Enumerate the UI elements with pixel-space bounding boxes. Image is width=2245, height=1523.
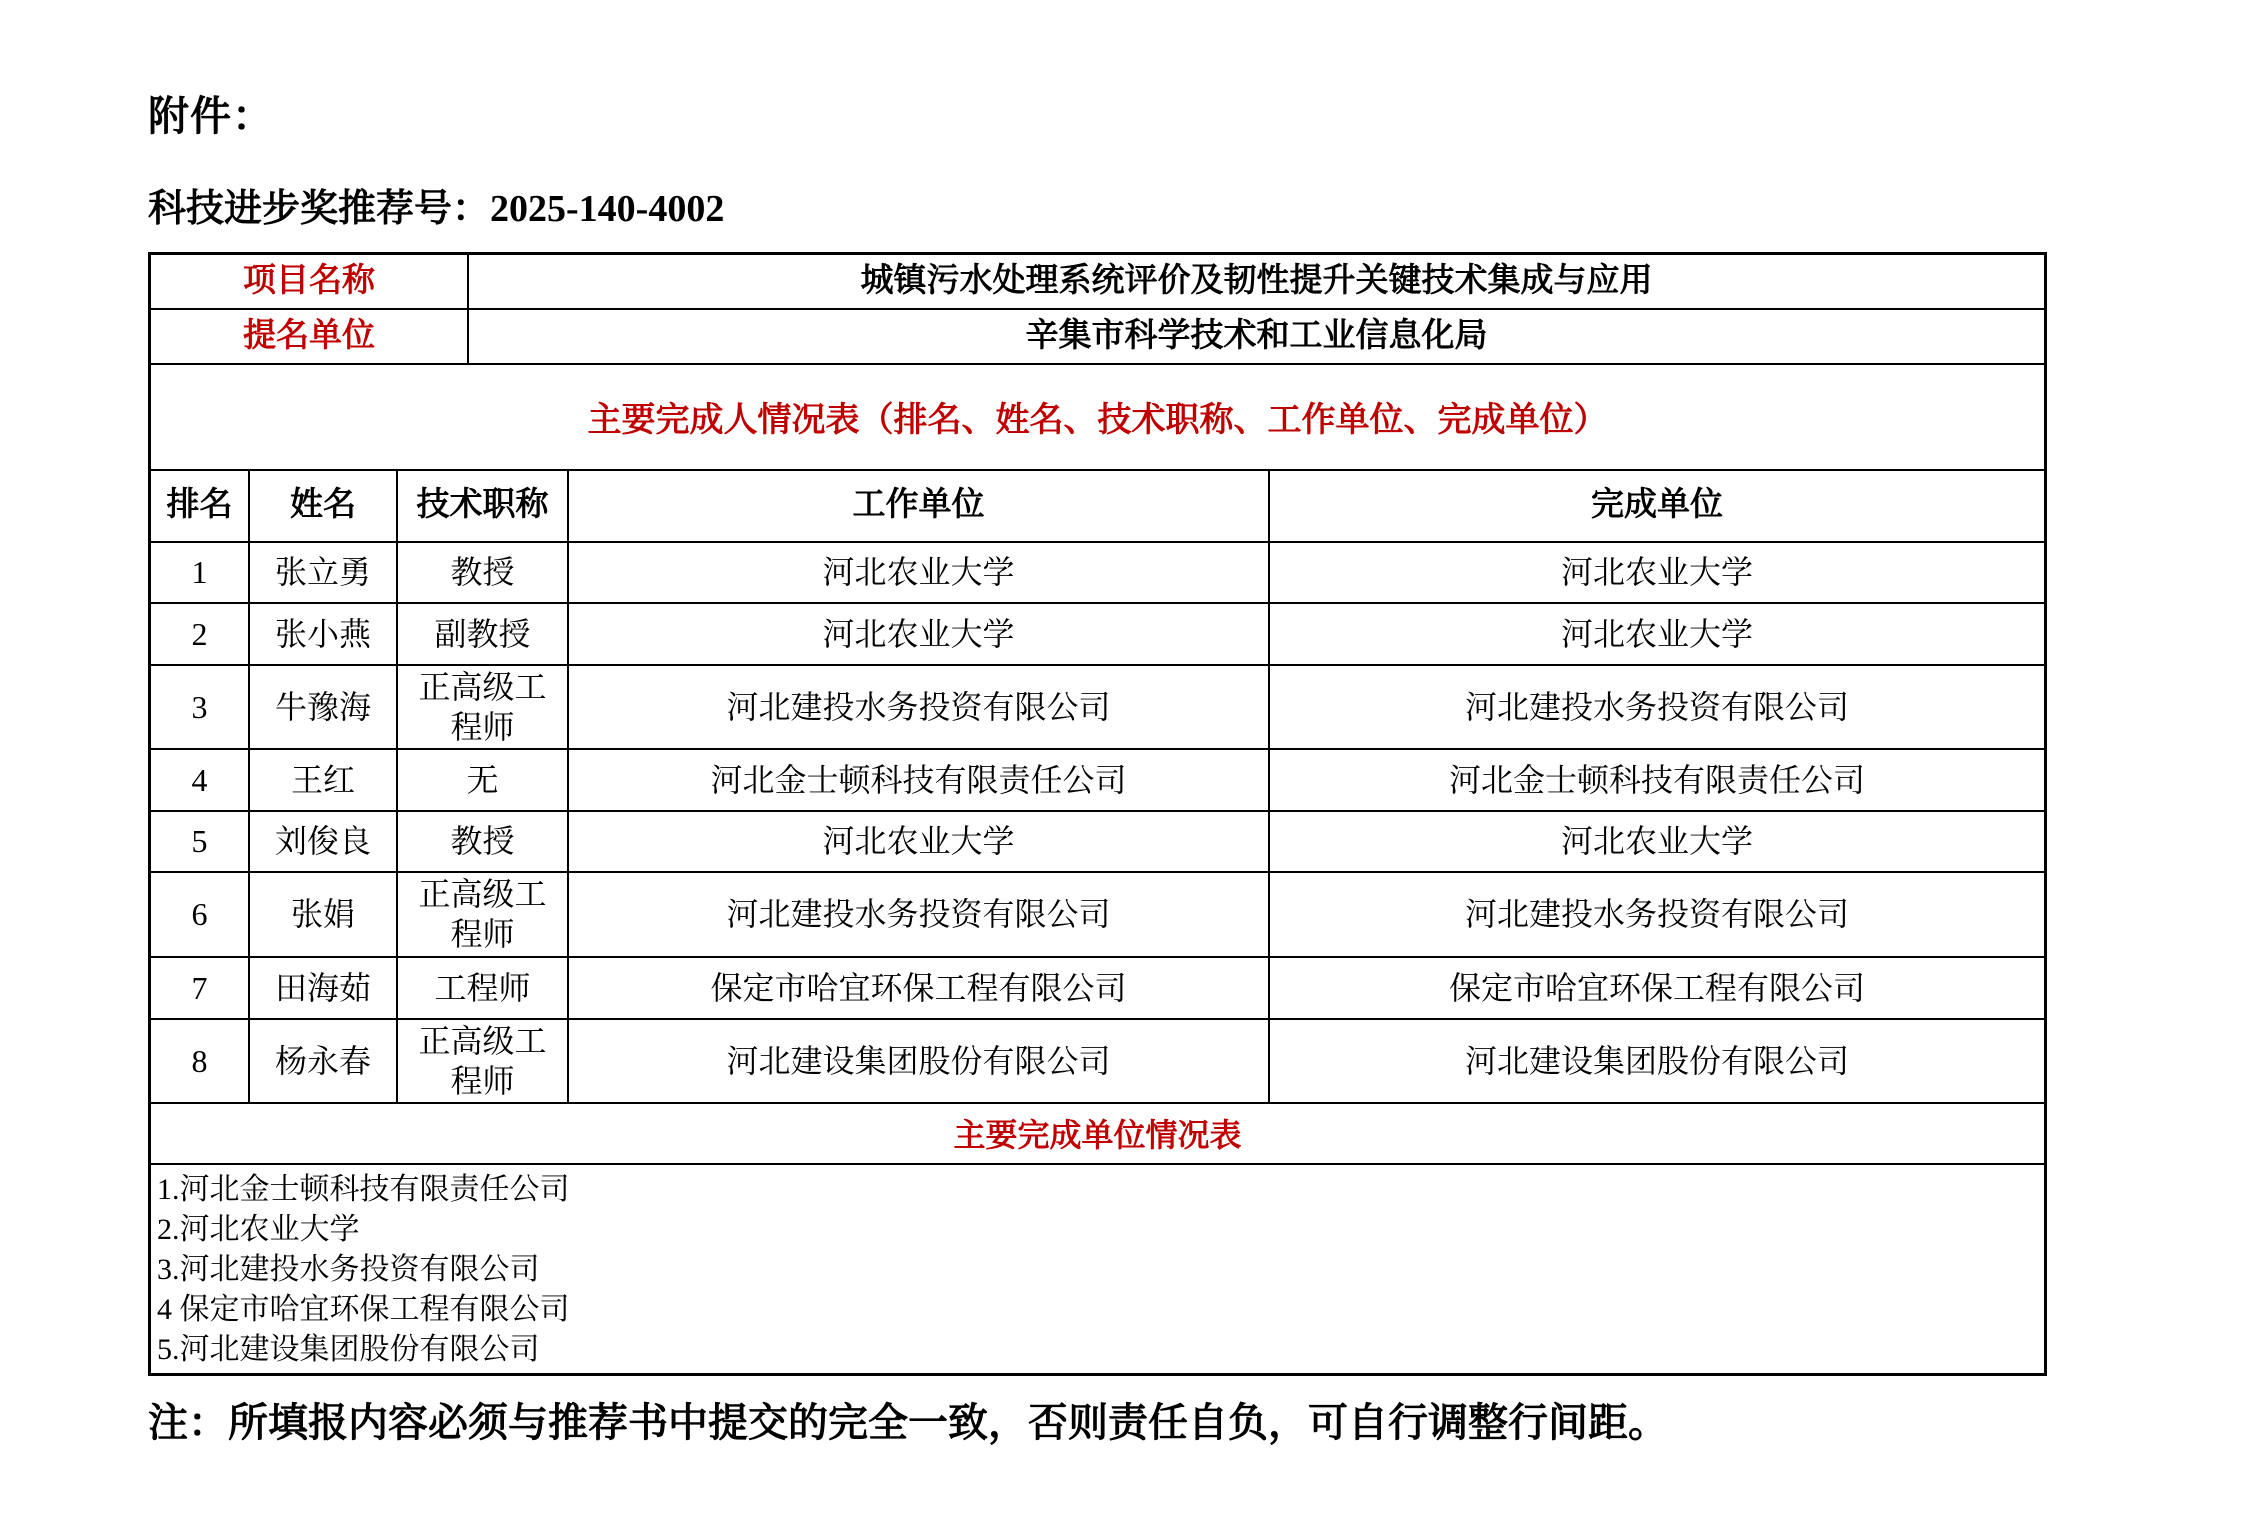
bottom-note: 注：所填报内容必须与推荐书中提交的完全一致，否则责任自负，可自行调整行间距。 <box>148 1399 1668 1445</box>
table-row-2 <box>151 604 2044 666</box>
units-list-row <box>151 1165 2044 1373</box>
recommendation-number-line <box>148 190 2047 230</box>
project-name-value: 城镇污水处理系统评价及韧性提升关键技术集成与应用 <box>860 262 1653 299</box>
cell-rank: 4 <box>151 750 250 810</box>
cell-name: 牛豫海 <box>250 666 398 748</box>
project-name-label: 项目名称 <box>151 255 469 308</box>
cell-name: 张小燕 <box>250 604 398 664</box>
cell-name: 杨永春 <box>250 1020 398 1102</box>
cell-work-unit: 保定市哈宜环保工程有限公司 <box>569 958 1270 1018</box>
table-row-4 <box>151 750 2044 812</box>
cell-work-unit: 河北建投水务投资有限公司 <box>569 666 1270 748</box>
cell-rank: 1 <box>151 543 250 602</box>
cell-work-unit: 河北农业大学 <box>569 604 1270 664</box>
cell-completion-unit: 河北建设集团股份有限公司 <box>1464 1042 1849 1079</box>
cell-name: 田海茹 <box>250 958 398 1018</box>
table-row-1 <box>151 543 2044 604</box>
cell-rank: 3 <box>151 666 250 748</box>
cell-rank: 6 <box>151 873 250 956</box>
table-row-7 <box>151 958 2044 1020</box>
cell-work-unit: 河北金士顿科技有限责任公司 <box>569 750 1270 810</box>
cell-tech-title: 无 <box>398 750 569 810</box>
cell-tech-title: 正高级工程师 <box>398 666 569 748</box>
cell-completion-unit: 河北金士顿科技有限责任公司 <box>1448 761 1865 798</box>
header-completion-unit: 完成单位 <box>1591 487 1723 524</box>
completers-title-row <box>151 365 2044 471</box>
cell-rank: 2 <box>151 604 250 664</box>
cell-completion-unit: 保定市哈宜环保工程有限公司 <box>1448 969 1865 1006</box>
cell-completion-unit: 河北农业大学 <box>1560 615 1753 652</box>
cell-work-unit: 河北农业大学 <box>569 812 1270 871</box>
cell-name: 刘俊良 <box>250 812 398 871</box>
table-row-5 <box>151 812 2044 873</box>
cell-work-unit: 河北建设集团股份有限公司 <box>569 1020 1270 1102</box>
cell-name: 王红 <box>250 750 398 810</box>
cell-name: 张立勇 <box>250 543 398 602</box>
nominating-unit-value: 辛集市科学技术和工业信息化局 <box>1025 317 1488 354</box>
unit-list-item-1: 1.河北金士顿科技有限责任公司 <box>157 1172 570 1206</box>
completers-table-title: 主要完成人情况表（排名、姓名、技术职称、工作单位、完成单位） <box>587 402 1608 440</box>
nominating-unit-label: 提名单位 <box>151 310 469 363</box>
units-title-row <box>151 1104 2044 1165</box>
project-name-row <box>151 255 2044 310</box>
cell-tech-title: 教授 <box>398 812 569 871</box>
table-row-8 <box>151 1020 2044 1104</box>
cell-completion-unit: 河北农业大学 <box>1560 554 1753 591</box>
cell-tech-title: 正高级工程师 <box>398 873 569 956</box>
award-table <box>148 252 2047 1376</box>
header-tech-title: 技术职称 <box>398 471 569 541</box>
header-name: 姓名 <box>250 471 398 541</box>
units-list <box>151 1165 2044 1373</box>
recommendation-number: 2025-140-4002 <box>490 188 725 231</box>
unit-list-item-3: 3.河北建投水务投资有限公司 <box>157 1252 540 1286</box>
table-row-6 <box>151 873 2044 958</box>
cell-completion-unit: 河北建投水务投资有限公司 <box>1464 688 1849 725</box>
table-row-3 <box>151 666 2044 750</box>
unit-list-item-5: 5.河北建设集团股份有限公司 <box>157 1332 540 1366</box>
units-table-title: 主要完成单位情况表 <box>953 1117 1242 1154</box>
cell-completion-unit: 河北建投水务投资有限公司 <box>1464 896 1849 933</box>
unit-list-item-2: 2.河北农业大学 <box>157 1212 360 1246</box>
header-work-unit: 工作单位 <box>569 471 1270 541</box>
header-rank: 排名 <box>151 471 250 541</box>
cell-tech-title: 副教授 <box>398 604 569 664</box>
cell-work-unit: 河北农业大学 <box>569 543 1270 602</box>
cell-name: 张娟 <box>250 873 398 956</box>
cell-tech-title: 教授 <box>398 543 569 602</box>
cell-rank: 7 <box>151 958 250 1018</box>
cell-rank: 5 <box>151 812 250 871</box>
cell-rank: 8 <box>151 1020 250 1102</box>
unit-list-item-4: 4 保定市哈宜环保工程有限公司 <box>157 1292 570 1326</box>
document-content <box>148 0 2047 1446</box>
completers-header-row <box>151 471 2044 543</box>
cell-completion-unit: 河北农业大学 <box>1560 823 1753 860</box>
cell-tech-title: 正高级工程师 <box>398 1020 569 1102</box>
recommendation-label: 科技进步奖推荐号： <box>148 188 491 231</box>
nominating-unit-row <box>151 310 2044 365</box>
cell-tech-title: 工程师 <box>398 958 569 1018</box>
cell-work-unit: 河北建投水务投资有限公司 <box>569 873 1270 956</box>
attachment-label: 附件： <box>148 93 274 139</box>
